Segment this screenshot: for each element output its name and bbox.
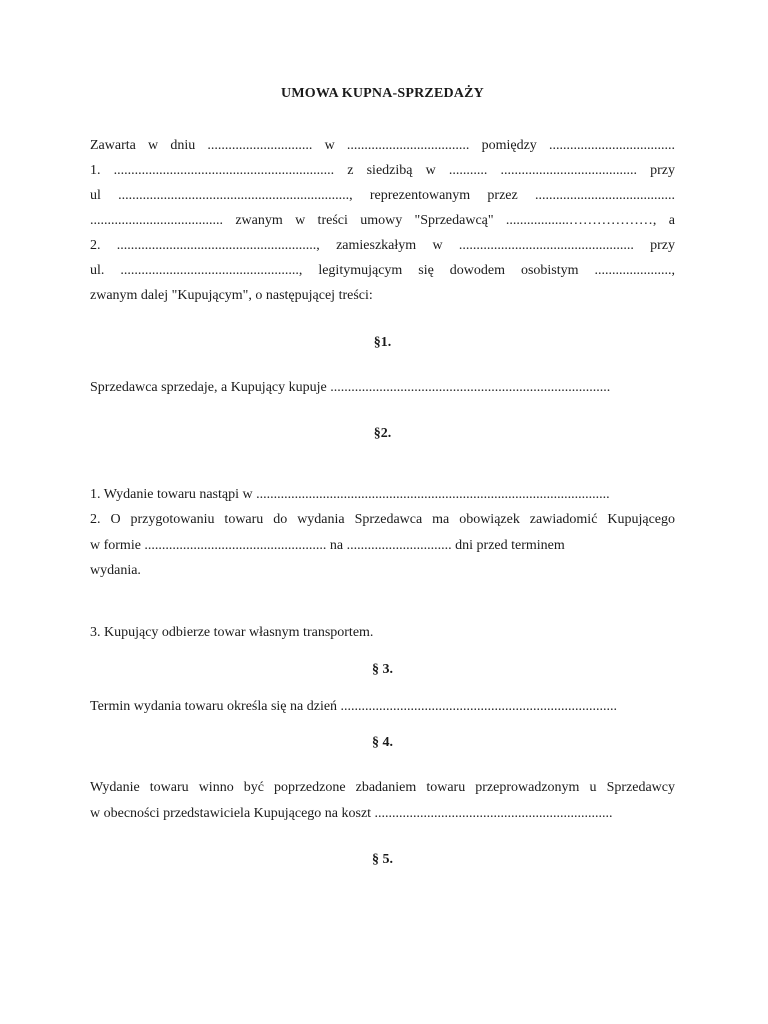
- section-5-heading: § 5.: [372, 852, 393, 867]
- section-4-heading: § 4.: [372, 735, 393, 750]
- section-2-point-2-line-3: wydania.: [90, 563, 141, 578]
- section-3-heading: § 3.: [372, 662, 393, 677]
- intro-line-7: zwanym dalej "Kupującym", o następującej treści:: [90, 288, 373, 303]
- section-2-point-2-line-1: 2. O przygotowaniu towaru do wydania Sprzedawca ma obowiązek zawiadomić Kupującego: [90, 512, 675, 527]
- section-2-point-2-line-2: w formie .................................................... na .............................. dni przed terminem: [90, 538, 565, 553]
- section-1-heading: §1.: [373, 335, 392, 350]
- section-3-text: Termin wydania towaru określa się na dzień ...............................................................................: [90, 699, 618, 714]
- intro-line-5: 2. ........................................................., zamieszkałym w .................................................. przy: [90, 238, 675, 253]
- section-2-point-1: 1. Wydanie towaru nastąpi w .....................................................................................................: [90, 487, 610, 502]
- intro-line-6: ul. ..................................................., legitymującym się dowodem osobistym ......................,: [90, 263, 675, 278]
- intro-line-4: ...................................... zwanym w treści umowy "Sprzedawcą" ..................………………, a: [90, 213, 675, 228]
- intro-line-2: 1. ............................................................... z siedzibą w ........... ....................................... przy: [90, 163, 675, 178]
- intro-line-3: ul .................................................................., reprezentowanym przez ........................................: [90, 188, 675, 203]
- section-4-line-1: Wydanie towaru winno być poprzedzone zbadaniem towaru przeprowadzonym u Sprzedawcy: [90, 780, 675, 795]
- intro-line-1: Zawarta w dniu .............................. w ................................... pomiędzy ....................................: [90, 138, 675, 153]
- section-2-heading: §2.: [373, 426, 392, 441]
- section-2-point-3: 3. Kupujący odbierze towar własnym transportem.: [90, 625, 374, 640]
- section-1-text: Sprzedawca sprzedaje, a Kupujący kupuje ................................................................................: [90, 380, 611, 395]
- section-4-line-2: w obecności przedstawiciela Kupującego na koszt ....................................................................: [90, 806, 613, 821]
- document-title: UMOWA KUPNA-SPRZEDAŻY: [281, 86, 484, 101]
